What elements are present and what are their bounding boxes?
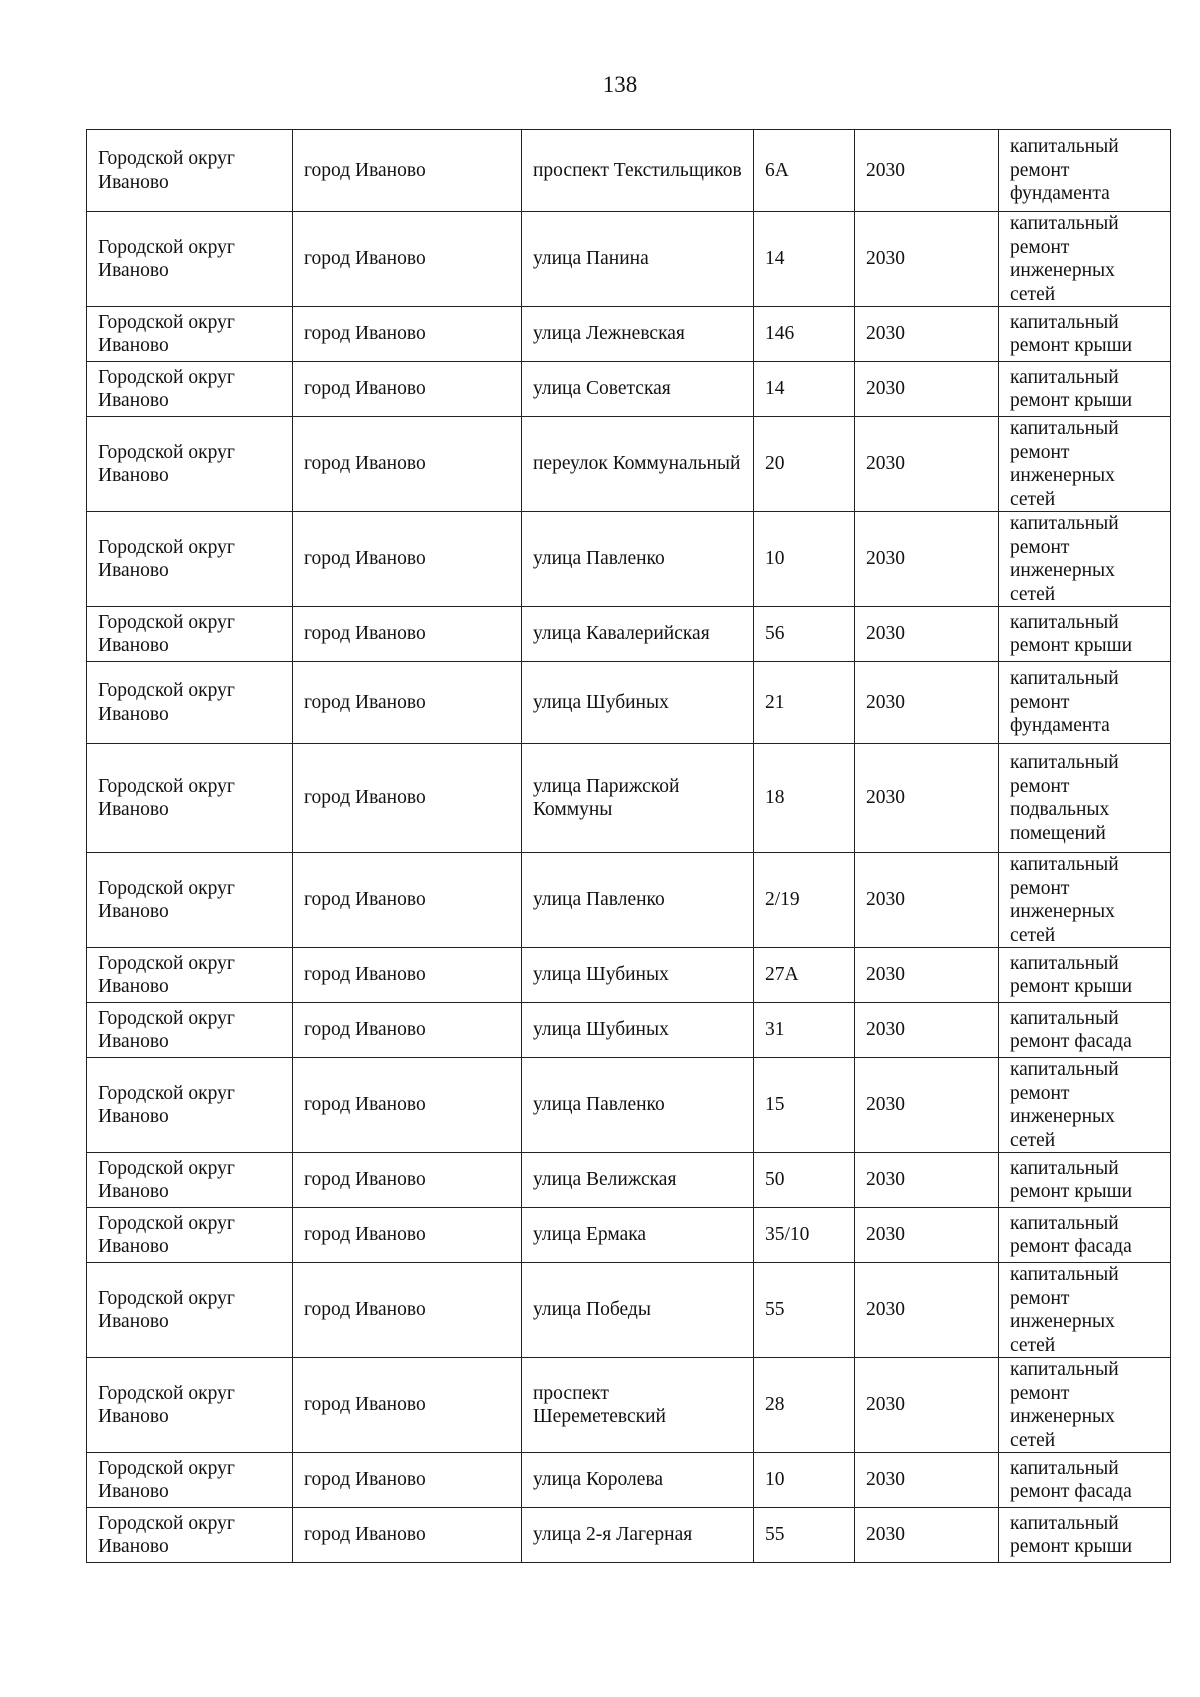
cell-city: город Иваново (293, 1208, 522, 1263)
cell-city: город Иваново (293, 744, 522, 853)
repair-schedule-table (86, 129, 1171, 1563)
cell-year: 2030 (855, 362, 999, 417)
cell-work-type: капитальный ремонт инженерных сетей (999, 417, 1171, 512)
table-row (87, 744, 1171, 853)
cell-year: 2030 (855, 744, 999, 853)
cell-house-number: 6А (754, 130, 855, 212)
cell-house-number: 31 (754, 1003, 855, 1058)
cell-house-number: 10 (754, 1453, 855, 1508)
cell-work-type: капитальный ремонт крыши (999, 948, 1171, 1003)
cell-year: 2030 (855, 307, 999, 362)
cell-house-number: 18 (754, 744, 855, 853)
cell-year: 2030 (855, 607, 999, 662)
table-body (87, 130, 1171, 1563)
cell-work-type: капитальный ремонт инженерных сетей (999, 512, 1171, 607)
page-number: 138 (602, 72, 638, 97)
table-row (87, 1453, 1171, 1508)
cell-house-number: 27А (754, 948, 855, 1003)
cell-street: улица Парижской Коммуны (522, 744, 754, 853)
table-row (87, 1263, 1171, 1358)
cell-house-number: 14 (754, 362, 855, 417)
cell-year: 2030 (855, 512, 999, 607)
cell-year: 2030 (855, 662, 999, 744)
cell-city: город Иваново (293, 1003, 522, 1058)
table-row (87, 607, 1171, 662)
cell-street: улица Велижская (522, 1153, 754, 1208)
table-row (87, 1003, 1171, 1058)
table-row (87, 307, 1171, 362)
cell-house-number: 50 (754, 1153, 855, 1208)
cell-city: город Иваново (293, 130, 522, 212)
cell-district: Городской округ Иваново (87, 662, 293, 744)
cell-year: 2030 (855, 417, 999, 512)
cell-year: 2030 (855, 1358, 999, 1453)
cell-district: Городской округ Иваново (87, 362, 293, 417)
cell-street: улица 2-я Лагерная (522, 1508, 754, 1563)
cell-district: Городской округ Иваново (87, 417, 293, 512)
cell-work-type: капитальный ремонт подвальных помещений (999, 744, 1171, 853)
cell-work-type: капитальный ремонт инженерных сетей (999, 1358, 1171, 1453)
cell-house-number: 10 (754, 512, 855, 607)
cell-street: улица Советская (522, 362, 754, 417)
cell-house-number: 14 (754, 212, 855, 307)
cell-district: Городской округ Иваново (87, 853, 293, 948)
cell-year: 2030 (855, 1003, 999, 1058)
table-row (87, 1508, 1171, 1563)
cell-street: улица Кавалерийская (522, 607, 754, 662)
cell-district: Городской округ Иваново (87, 212, 293, 307)
cell-city: город Иваново (293, 307, 522, 362)
cell-street: переулок Коммунальный (522, 417, 754, 512)
cell-work-type: капитальный ремонт инженерных сетей (999, 853, 1171, 948)
cell-city: город Иваново (293, 1358, 522, 1453)
cell-street: улица Панина (522, 212, 754, 307)
cell-work-type: капитальный ремонт крыши (999, 1508, 1171, 1563)
cell-street: улица Павленко (522, 1058, 754, 1153)
table-row (87, 1208, 1171, 1263)
cell-district: Городской округ Иваново (87, 1453, 293, 1508)
cell-city: город Иваново (293, 1153, 522, 1208)
cell-city: город Иваново (293, 948, 522, 1003)
cell-work-type: капитальный ремонт инженерных сетей (999, 1058, 1171, 1153)
table-row (87, 853, 1171, 948)
table-row (87, 948, 1171, 1003)
cell-street: улица Шубиных (522, 1003, 754, 1058)
cell-house-number: 56 (754, 607, 855, 662)
cell-work-type: капитальный ремонт фундамента (999, 130, 1171, 212)
cell-house-number: 55 (754, 1263, 855, 1358)
cell-district: Городской округ Иваново (87, 1263, 293, 1358)
cell-year: 2030 (855, 1058, 999, 1153)
cell-district: Городской округ Иваново (87, 1153, 293, 1208)
cell-work-type: капитальный ремонт инженерных сетей (999, 1263, 1171, 1358)
cell-work-type: капитальный ремонт крыши (999, 1153, 1171, 1208)
cell-street: улица Королева (522, 1453, 754, 1508)
cell-work-type: капитальный ремонт инженерных сетей (999, 212, 1171, 307)
cell-house-number: 55 (754, 1508, 855, 1563)
cell-street: улица Павленко (522, 853, 754, 948)
cell-year: 2030 (855, 1153, 999, 1208)
cell-street: улица Ермака (522, 1208, 754, 1263)
cell-district: Городской округ Иваново (87, 607, 293, 662)
cell-street: улица Шубиных (522, 662, 754, 744)
cell-house-number: 21 (754, 662, 855, 744)
table-row (87, 1058, 1171, 1153)
cell-work-type: капитальный ремонт фасада (999, 1208, 1171, 1263)
cell-year: 2030 (855, 853, 999, 948)
table-row (87, 512, 1171, 607)
table-row (87, 1153, 1171, 1208)
table-row (87, 130, 1171, 212)
cell-city: город Иваново (293, 853, 522, 948)
cell-street: улица Шубиных (522, 948, 754, 1003)
cell-city: город Иваново (293, 1508, 522, 1563)
table-row (87, 662, 1171, 744)
cell-year: 2030 (855, 948, 999, 1003)
cell-district: Городской округ Иваново (87, 1508, 293, 1563)
cell-district: Городской округ Иваново (87, 1058, 293, 1153)
cell-city: город Иваново (293, 607, 522, 662)
cell-year: 2030 (855, 1508, 999, 1563)
cell-work-type: капитальный ремонт фундамента (999, 662, 1171, 744)
cell-street: проспект Шереметевский (522, 1358, 754, 1453)
cell-city: город Иваново (293, 362, 522, 417)
cell-house-number: 146 (754, 307, 855, 362)
cell-district: Городской округ Иваново (87, 1208, 293, 1263)
cell-street: улица Лежневская (522, 307, 754, 362)
cell-street: проспект Текстильщиков (522, 130, 754, 212)
table-row (87, 362, 1171, 417)
cell-year: 2030 (855, 130, 999, 212)
cell-year: 2030 (855, 1263, 999, 1358)
cell-work-type: капитальный ремонт крыши (999, 362, 1171, 417)
cell-house-number: 28 (754, 1358, 855, 1453)
table-row (87, 417, 1171, 512)
cell-work-type: капитальный ремонт фасада (999, 1003, 1171, 1058)
cell-work-type: капитальный ремонт крыши (999, 307, 1171, 362)
cell-district: Городской округ Иваново (87, 1358, 293, 1453)
cell-street: улица Победы (522, 1263, 754, 1358)
cell-house-number: 35/10 (754, 1208, 855, 1263)
cell-year: 2030 (855, 1208, 999, 1263)
cell-district: Городской округ Иваново (87, 744, 293, 853)
cell-district: Городской округ Иваново (87, 307, 293, 362)
cell-street: улица Павленко (522, 512, 754, 607)
cell-district: Городской округ Иваново (87, 948, 293, 1003)
cell-work-type: капитальный ремонт крыши (999, 607, 1171, 662)
cell-work-type: капитальный ремонт фасада (999, 1453, 1171, 1508)
cell-city: город Иваново (293, 212, 522, 307)
cell-city: город Иваново (293, 417, 522, 512)
cell-city: город Иваново (293, 1058, 522, 1153)
cell-house-number: 20 (754, 417, 855, 512)
cell-house-number: 15 (754, 1058, 855, 1153)
cell-city: город Иваново (293, 512, 522, 607)
cell-city: город Иваново (293, 1453, 522, 1508)
table-row (87, 212, 1171, 307)
cell-city: город Иваново (293, 1263, 522, 1358)
cell-house-number: 2/19 (754, 853, 855, 948)
cell-district: Городской округ Иваново (87, 130, 293, 212)
cell-district: Городской округ Иваново (87, 1003, 293, 1058)
table-row (87, 1358, 1171, 1453)
cell-city: город Иваново (293, 662, 522, 744)
cell-year: 2030 (855, 212, 999, 307)
cell-district: Городской округ Иваново (87, 512, 293, 607)
cell-year: 2030 (855, 1453, 999, 1508)
